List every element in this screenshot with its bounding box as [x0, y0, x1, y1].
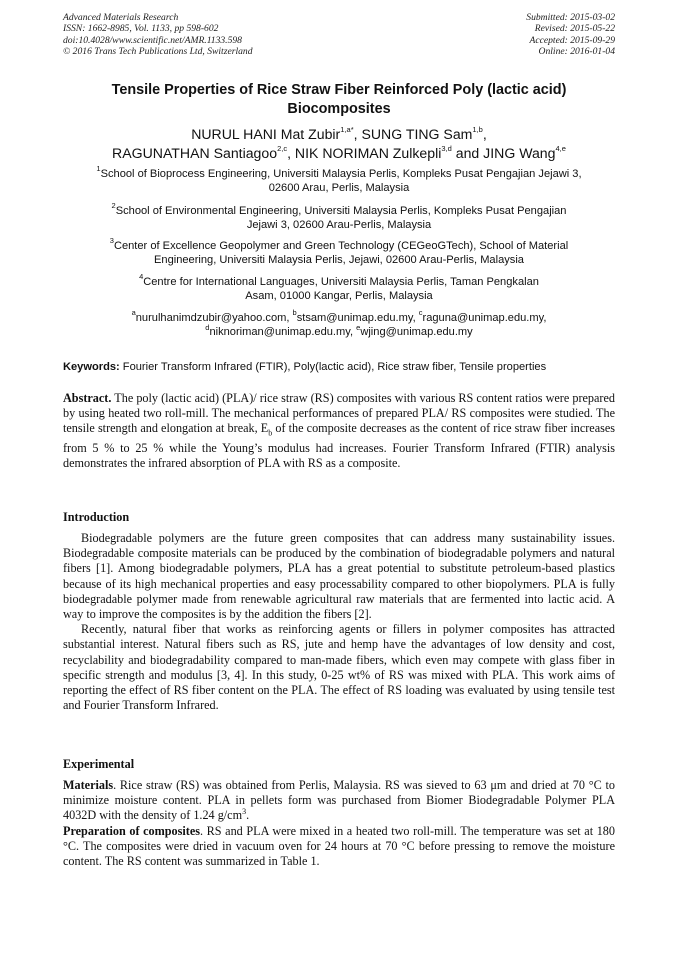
preparation-text: . RS and PLA were mixed in a heated two roll-mill. The temperature was set at 180 °C. The composites were dried in vacuum oven for 24 hours at 70 °C before pressing to remove the moisture content. The RS content was summarized in Table 1. [63, 823, 615, 869]
abstract-label: Abstract. [63, 391, 112, 405]
introduction-heading: Introduction [63, 510, 130, 524]
author-affiliation-mark: 4,e [555, 143, 566, 153]
author-line-1 [50, 125, 628, 144]
affiliation-text: School of Bioprocess Engineering, Universiti Malaysia Perlis, Kompleks Pusat Pengajian Jejawi 3, [100, 168, 582, 180]
paragraph: Biodegradable polymers are the future green composites that can address many sustainability issues. Biodegradable composite materials can be produced by the combination of biodegradable polymers and natural fibers [1]. Among biodegradable polymers, PLA has a great potential to substitute petroleum-based plastics because of its high mechanical properties and easy processability compared to other biopolymers. PLA is fully biodegradable polymer made from renewable agricultural raw materials that are fermented into lactic acid. A way to improve the composites is by the addition the fibers [2]. [63, 531, 615, 622]
affiliation-1 [58, 164, 620, 196]
affiliation-text: Jejawi 3, 02600 Arau-Perlis, Malaysia [246, 219, 432, 232]
experimental-body [63, 778, 615, 869]
submitted-date: Submitted: 2015-03-02 [526, 12, 615, 23]
abstract [63, 391, 615, 471]
doi-line: doi:10.4028/www.scientific.net/AMR.1133.598 [63, 34, 242, 46]
accepted-date: Accepted: 2015-09-29 [529, 34, 615, 46]
author-line-2 [50, 144, 628, 163]
email-address[interactable]: nurulhanimdzubir@yahoo.com, [135, 312, 293, 324]
keywords [63, 360, 623, 374]
keywords-label: Keywords: [63, 361, 120, 373]
author-affiliation-mark: 1,b [472, 125, 483, 135]
affiliation-text: 02600 Arau, Perlis, Malaysia [268, 182, 410, 195]
materials-text: . Rice straw (RS) was obtained from Perlis, Malaysia. RS was sieved to 63 μm and dried at 70 °C to minimize moisture content. PLA in pellets form was purchased from Biomer Biodegradable Polymer PLA 4032D with the density of 1.24 g/cm [63, 778, 615, 823]
affiliation-text: Centre for International Languages, Universiti Malaysia Perlis, Taman Pengkalan [143, 276, 539, 288]
email-address[interactable]: niknoriman@unimap.edu.my, [209, 326, 357, 339]
affiliation-2 [58, 201, 620, 233]
affiliation-mark: 3 [109, 236, 114, 246]
author-emails [58, 308, 620, 340]
email-mark: d [205, 322, 210, 332]
email-mark: a [131, 308, 136, 318]
author-name: JING Wang [483, 144, 556, 161]
author-affiliation-mark: 1,a* [340, 125, 354, 135]
introduction-body [63, 531, 615, 713]
abstract-subscript: b [268, 428, 273, 438]
experimental-heading: Experimental [63, 757, 135, 771]
email-mark: e [356, 322, 361, 332]
title-line-2: Biocomposites [287, 100, 391, 117]
title-line-1: Tensile Properties of Rice Straw Fiber Reinforced Poly (lactic acid) [111, 82, 567, 98]
email-mark: c [418, 308, 423, 318]
email-address[interactable]: stsam@unimap.edu.my, [296, 312, 419, 324]
materials-label: Materials [63, 778, 114, 792]
author-list [50, 125, 628, 162]
author-separator: , [287, 144, 295, 161]
author-affiliation-mark: 2,c [277, 143, 288, 153]
author-name: NIK NORIMAN Zulkepli [294, 144, 442, 161]
affiliation-3 [58, 236, 620, 268]
email-address[interactable]: wjing@unimap.edu.my [360, 326, 473, 339]
issn-line: ISSN: 1662-8985, Vol. 1133, pp 598-602 [63, 23, 219, 35]
revised-date: Revised: 2015-05-22 [534, 23, 615, 35]
author-separator: and [451, 144, 484, 161]
author-name: SUNG TING Sam [361, 126, 473, 142]
copyright-line: © 2016 Trans Tech Publications Ltd, Switzerland [63, 45, 253, 57]
superscript: 3 [242, 807, 247, 817]
abstract-text: The poly (lactic acid) (PLA)/ rice straw (RS) composites with various RS content ratios were prepared by using heated two roll-mill. The mechanical performances of prepared PLA/ RS composites were studied. The tensile strength and elongation at break, E [63, 391, 615, 436]
email-address[interactable]: raguna@unimap.edu.my, [422, 312, 547, 324]
journal-info [63, 12, 253, 57]
author-name: NURUL HANI Mat Zubir [191, 126, 341, 142]
preparation-label: Preparation of composites [63, 823, 200, 838]
affiliation-text: Center of Excellence Geopolymer and Green Technology (CEGeoGTech), School of Material [113, 240, 569, 252]
paper-title [60, 81, 618, 118]
submission-dates [526, 12, 615, 57]
author-separator: , [353, 126, 362, 142]
affiliation-mark: 2 [111, 201, 116, 211]
affiliation-mark: 1 [96, 164, 101, 174]
affiliation-mark: 4 [139, 272, 144, 282]
affiliation-text: School of Environmental Engineering, Universiti Malaysia Perlis, Kompleks Pusat Pengajian [115, 205, 567, 217]
affiliation-4 [58, 272, 620, 304]
author-name: RAGUNATHAN Santiagoo [112, 144, 278, 161]
abstract-text: of the composite decreases as the content of rice straw fiber increases from 5 % to 25 % while the Young’s modulus had increases. Fourier Transform Infrared (FTIR) analysis demonstrates the infrared absorption of PLA with RS as a composite. [63, 421, 615, 471]
paragraph: Recently, natural fiber that works as reinforcing agents or fillers in polymer composites has attracted substantial interest. Natural fibers such as RS, jute and hemp have the advantages of low density and cost, recyclability and biodegradability compared to man-made fibers, which even may compete with glass fiber in specific strength and modulus [3, 4]. In this study, 0-25 wt% of RS was mixed with PLA. This work aims of reporting the effect of RS fiber content on the PLA. The effect of RS loading was evaluated by using tensile test and Fourier Transform Infrared. [63, 622, 615, 713]
author-affiliation-mark: 3,d [441, 143, 452, 153]
affiliation-text: Engineering, Universiti Malaysia Perlis, Jejawi, 02600 Arau-Perlis, Malaysia [154, 254, 524, 267]
author-separator: , [482, 126, 487, 142]
online-date: Online: 2016-01-04 [538, 45, 615, 57]
keywords-text: Fourier Transform Infrared (FTIR), Poly(lactic acid), Rice straw fiber, Tensile properties [119, 361, 547, 373]
affiliation-text: Asam, 01000 Kangar, Perlis, Malaysia [245, 290, 433, 303]
materials-text: . [246, 808, 250, 823]
journal-name: Advanced Materials Research [63, 12, 179, 23]
email-mark: b [292, 308, 297, 318]
